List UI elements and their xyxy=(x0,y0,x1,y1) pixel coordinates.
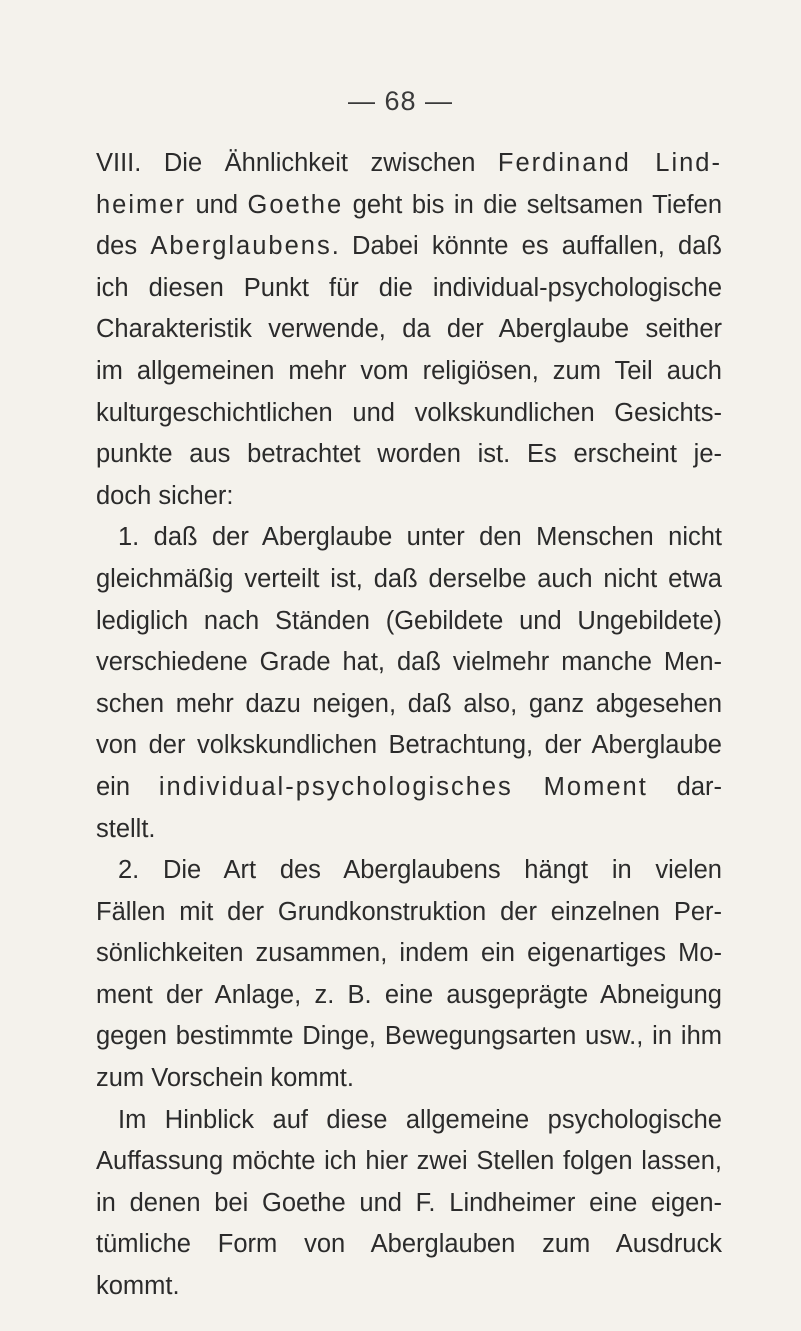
text-line xyxy=(96,143,722,185)
text-line xyxy=(96,309,722,351)
text-segment: 2. Die Art des Aberglaubens hängt in vielen xyxy=(118,856,722,885)
text-line xyxy=(96,684,722,726)
text-segment: Fällen mit der Grundkonstruktion der einzelnen Per- xyxy=(96,897,722,926)
text-line xyxy=(96,892,722,934)
text-line xyxy=(96,185,722,227)
text-segment: doch sicher: xyxy=(96,481,234,510)
text-segment: dar- xyxy=(647,772,722,801)
text-line xyxy=(96,476,722,518)
page-number: — 68 — xyxy=(347,86,454,116)
text-segment: zum Vorschein kommt. xyxy=(96,1064,354,1093)
text-line xyxy=(96,642,722,684)
text-line xyxy=(96,1100,722,1142)
text-segment: schen mehr dazu neigen, daß also, ganz abgesehen xyxy=(96,689,722,718)
text-segment: geht bis in die seltsamen Tiefen xyxy=(343,190,722,219)
emphasized-name: Goethe xyxy=(247,190,344,219)
emphasized-term: Aberglaubens xyxy=(150,232,332,261)
text-segment: ein xyxy=(96,772,159,801)
text-line xyxy=(96,933,722,975)
text-segment: im allgemeinen mehr vom religiösen, zum Teil auch xyxy=(96,356,722,385)
text-segment: Im Hinblick auf diese allgemeine psychologische xyxy=(118,1105,722,1134)
text-line xyxy=(96,975,722,1017)
text-segment: VIII. Die Ähnlichkeit zwischen xyxy=(96,149,498,177)
text-segment: in denen bei Goethe und F. Lindheimer eine eigen- xyxy=(96,1188,722,1217)
text-segment: . Dabei könnte es auffallen, daß xyxy=(331,232,722,261)
text-line xyxy=(96,434,722,476)
body-text xyxy=(96,143,722,1308)
text-line xyxy=(96,1183,722,1225)
text-line xyxy=(96,1224,722,1266)
text-segment: ich diesen Punkt für die individual-psychologische xyxy=(96,273,722,302)
text-segment: Auffassung möchte ich hier zwei Stellen folgen lassen, xyxy=(96,1147,722,1176)
text-line xyxy=(96,1058,722,1100)
text-segment: punkte aus betrachtet worden ist. Es erscheint je- xyxy=(96,440,722,469)
emphasized-name: Ferdinand Lind- xyxy=(497,149,722,177)
emphasized-term: individual-psychologisches Moment xyxy=(158,772,648,801)
text-segment: kulturgeschichtlichen und volkskundlichen Gesichts- xyxy=(96,398,722,427)
text-line xyxy=(96,601,722,643)
text-segment: gegen bestimmte Dinge, Bewegungsarten usw., in ihm xyxy=(96,1022,722,1051)
text-line xyxy=(96,725,722,767)
text-line xyxy=(96,850,722,892)
text-line xyxy=(96,226,722,268)
text-segment: kommt. xyxy=(96,1272,180,1301)
text-line xyxy=(96,393,722,435)
text-segment: 1. daß der Aberglaube unter den Menschen nicht xyxy=(118,523,722,552)
text-line xyxy=(96,351,722,393)
text-line xyxy=(96,268,722,310)
text-segment: tümliche Form von Aberglauben zum Ausdruck xyxy=(96,1230,722,1259)
text-line xyxy=(96,1016,722,1058)
text-segment: des xyxy=(96,232,151,261)
text-segment: von der volkskundlichen Betrachtung, der Aberglaube xyxy=(96,731,722,760)
text-segment: Charakteristik verwende, da der Aberglaube seither xyxy=(96,315,722,344)
text-segment: gleichmäßig verteilt ist, daß derselbe auch nicht etwa xyxy=(96,564,722,593)
emphasized-name: heimer xyxy=(96,190,186,219)
text-line xyxy=(96,809,722,851)
text-line xyxy=(96,559,722,601)
text-line xyxy=(96,1141,722,1183)
text-line xyxy=(96,767,722,809)
text-segment: lediglich nach Ständen (Gebildete und Ungebildete) xyxy=(96,606,722,635)
text-segment: sönlichkeiten zusammen, indem ein eigenartiges Mo- xyxy=(96,939,722,968)
text-segment: verschiedene Grade hat, daß vielmehr manche Men- xyxy=(96,648,722,677)
text-segment: ment der Anlage, z. B. eine ausgeprägte Abneigung xyxy=(96,980,722,1009)
text-segment: stellt. xyxy=(96,814,156,843)
text-line xyxy=(96,1266,722,1308)
text-line xyxy=(96,517,722,559)
text-segment: und xyxy=(185,190,248,219)
